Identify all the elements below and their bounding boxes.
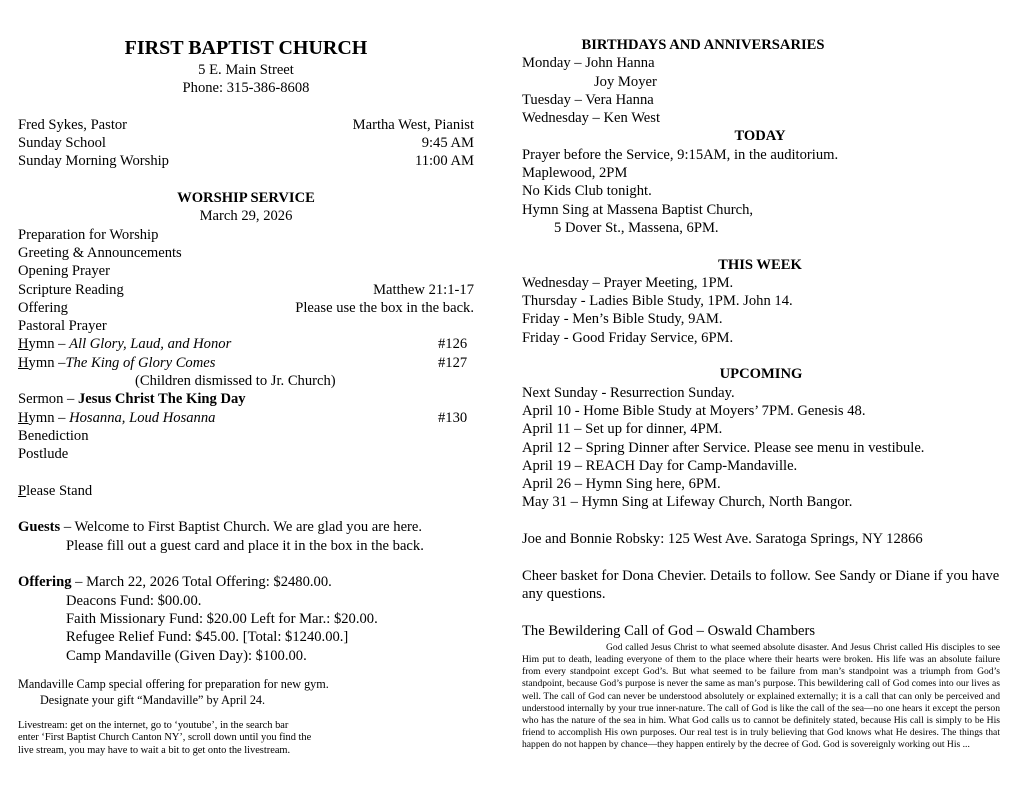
hymn-3-title: Hosanna, Loud Hosanna — [69, 409, 216, 426]
livestream-line-1: Livestream: get on the internet, go to ‘youtube’, in the search bar — [18, 719, 289, 731]
staff-row — [18, 116, 474, 134]
pianist-label: Martha West, Pianist — [352, 116, 474, 133]
mandaville-line-1: Mandaville Camp special offering for preparation for new gym. — [18, 676, 329, 691]
offering-report-label: Offering — [18, 574, 72, 591]
upcoming-item: May 31 – Hymn Sing at Lifeway Church, North Bangor. — [522, 494, 853, 511]
birthday-entry: Joy Moyer — [594, 73, 657, 90]
worship-time-label: Sunday Morning Worship — [18, 153, 169, 170]
mandaville-line-2: Designate your gift “Mandaville” by April 24. — [40, 692, 266, 707]
offering-paragraph — [18, 573, 474, 591]
offering-label: Offering — [18, 299, 68, 316]
order-pastoral-prayer: Pastoral Prayer — [18, 318, 107, 335]
please-stand-initial: P — [18, 482, 27, 499]
order-scripture — [18, 281, 474, 299]
order-hymn-2 — [18, 354, 474, 372]
offering-note: Please use the box in the back. — [295, 299, 474, 316]
order-offering — [18, 299, 474, 317]
this-week-item: Friday - Good Friday Service, 6PM. — [522, 329, 734, 346]
fund-deacons: Deacons Fund: $00.00. — [66, 592, 202, 609]
hymn-1-prefix: ymn – — [28, 336, 70, 353]
this-week-item: Wednesday – Prayer Meeting, 1PM. — [522, 274, 734, 291]
sunday-school-row — [18, 134, 474, 152]
today-item: Prayer before the Service, 9:15AM, in the auditorium. — [522, 146, 839, 163]
hymn-1-number: #126 — [438, 336, 468, 353]
scripture-reference: Matthew 21:1-17 — [373, 281, 474, 298]
this-week-item: Thursday - Ladies Bible Study, 1PM. John 14. — [522, 293, 793, 310]
fund-refugee-relief: Refugee Relief Fund: $45.00. [Total: $1240.00.] — [66, 629, 349, 646]
hymn-1-initial: H — [18, 336, 29, 353]
hymn-1-title: All Glory, Laud, and Honor — [69, 336, 232, 353]
guests-line-1: – Welcome to First Baptist Church. We are glad you are here. — [60, 519, 423, 536]
livestream-line-2: enter ‘First Baptist Church Canton NY’, scroll down until you find the — [18, 732, 312, 744]
hymn-2-initial: H — [18, 354, 29, 371]
this-week-item: Friday - Men’s Bible Study, 9AM. — [522, 311, 723, 328]
upcoming-item: April 26 – Hymn Sing here, 6PM. — [522, 476, 721, 493]
birthday-entry: Tuesday – Vera Hanna — [522, 91, 654, 108]
order-greeting: Greeting & Announcements — [18, 244, 182, 261]
order-sermon — [18, 390, 474, 408]
order-hymn-3 — [18, 409, 474, 427]
hymn-3-prefix: ymn – — [28, 409, 70, 426]
upcoming-heading: UPCOMING — [719, 366, 803, 383]
hymn-2-title: The King of Glory Comes — [65, 354, 216, 371]
birthdays-heading: BIRTHDAYS AND ANNIVERSARIES — [581, 37, 825, 53]
sermon-label: Sermon – — [18, 391, 78, 408]
address-note: Joe and Bonnie Robsky: 125 West Ave. Saratoga Springs, NY 12866 — [522, 531, 923, 548]
church-name: FIRST BAPTIST CHURCH — [124, 37, 368, 59]
please-stand-rest: lease Stand — [26, 482, 93, 499]
sunday-school-label: Sunday School — [18, 135, 106, 152]
scripture-label: Scripture Reading — [18, 281, 124, 298]
upcoming-item: April 19 – REACH Day for Camp-Mandaville. — [522, 457, 798, 474]
left-column — [18, 36, 474, 757]
devotional-body — [522, 642, 1000, 752]
worship-date: March 29, 2026 — [199, 208, 293, 225]
upcoming-item: April 11 – Set up for dinner, 4PM. — [522, 421, 723, 438]
this-week-heading: THIS WEEK — [718, 256, 802, 273]
today-item: Maplewood, 2PM — [522, 165, 628, 182]
fund-faith-missionary: Faith Missionary Fund: $20.00 Left for Mar.: $20.00. — [66, 610, 378, 627]
worship-time-row — [18, 152, 474, 170]
hymn-2-prefix: ymn – — [28, 354, 66, 371]
worship-time-value: 11:00 AM — [414, 153, 474, 170]
today-item: No Kids Club tonight. — [522, 183, 652, 200]
hymn-1-line — [18, 335, 231, 353]
pastor-label: Fred Sykes, Pastor — [18, 116, 128, 133]
devotional-title: The Bewildering Call of God – Oswald Chambers — [522, 622, 816, 639]
sunday-school-time: 9:45 AM — [421, 135, 474, 152]
upcoming-item: Next Sunday - Resurrection Sunday. — [522, 384, 735, 401]
hymn-3-initial: H — [18, 409, 29, 426]
order-postlude: Postlude — [18, 446, 69, 463]
guests-paragraph — [18, 518, 474, 536]
upcoming-item: April 10 - Home Bible Study at Moyers’ 7PM. Genesis 48. — [522, 402, 866, 419]
church-phone: Phone: 315-386-8608 — [182, 80, 310, 97]
today-item: Hymn Sing at Massena Baptist Church, — [522, 201, 754, 218]
birthday-entry: Monday – John Hanna — [522, 55, 655, 72]
guests-label: Guests — [18, 519, 61, 536]
guests-line-2: Please fill out a guest card and place it in the box in the back. — [66, 537, 424, 554]
cheer-basket-note: Cheer basket for Dona Chevier. Details to follow. See Sandy or Diane if you have any questions. — [522, 567, 1000, 602]
sermon-title: Jesus Christ The King Day — [78, 391, 246, 408]
order-benediction: Benediction — [18, 427, 89, 444]
hymn-2-number: #127 — [438, 354, 468, 371]
birthday-entry: Wednesday – Ken West — [522, 110, 661, 127]
order-preparation: Preparation for Worship — [18, 226, 159, 243]
devotional-text: God called Jesus Christ to what seemed absolute disaster. And Jesus Christ called His disciples to see Him put to death, leading everyone of them to the place where their hearts were broken. His life was an absolute failure from every standpoint except God’s. But what seemed to be failure from man’s standpoint was a triumph from God’s standpoint, because God’s purpose is never the same as man’s purpose. This bewildering call of God comes into our lives as well. The call of God can never be understood absolutely or explained externally; it is a call that can only be perceived and understood internally by your true inner-nature. The call of God is like the call of the sea—no one hears it except the person who has the nature of the sea in him. What God calls us to cannot be definitely stated, because His call is simply to be His friend to accomplish His own purposes. Our real test is in truly believing that God knows what He desires. The things that happen do not happen by chance—they happen entirely by the decree of God. God is sovereignly working out His ... — [522, 641, 1000, 751]
today-heading: TODAY — [734, 128, 786, 145]
children-dismissed-note: (Children dismissed to Jr. Church) — [135, 373, 336, 390]
hymn-2-line — [18, 354, 215, 372]
worship-service-heading: WORSHIP SERVICE — [177, 190, 315, 207]
order-opening-prayer: Opening Prayer — [18, 263, 110, 280]
today-item: 5 Dover St., Massena, 6PM. — [554, 219, 719, 236]
please-stand-note — [18, 482, 474, 500]
upcoming-item: April 12 – Spring Dinner after Service. Please see menu in vestibule. — [522, 439, 925, 456]
church-address: 5 E. Main Street — [198, 62, 294, 78]
offering-total: – March 22, 2026 Total Offering: $2480.00. — [71, 574, 332, 591]
hymn-3-line — [18, 409, 215, 427]
order-hymn-1 — [18, 335, 474, 353]
hymn-3-number: #130 — [438, 409, 468, 426]
right-column — [522, 36, 1000, 752]
fund-camp-mandaville: Camp Mandaville (Given Day): $100.00. — [66, 647, 307, 664]
livestream-line-3: live stream, you may have to wait a bit to get onto the livestream. — [18, 744, 291, 756]
